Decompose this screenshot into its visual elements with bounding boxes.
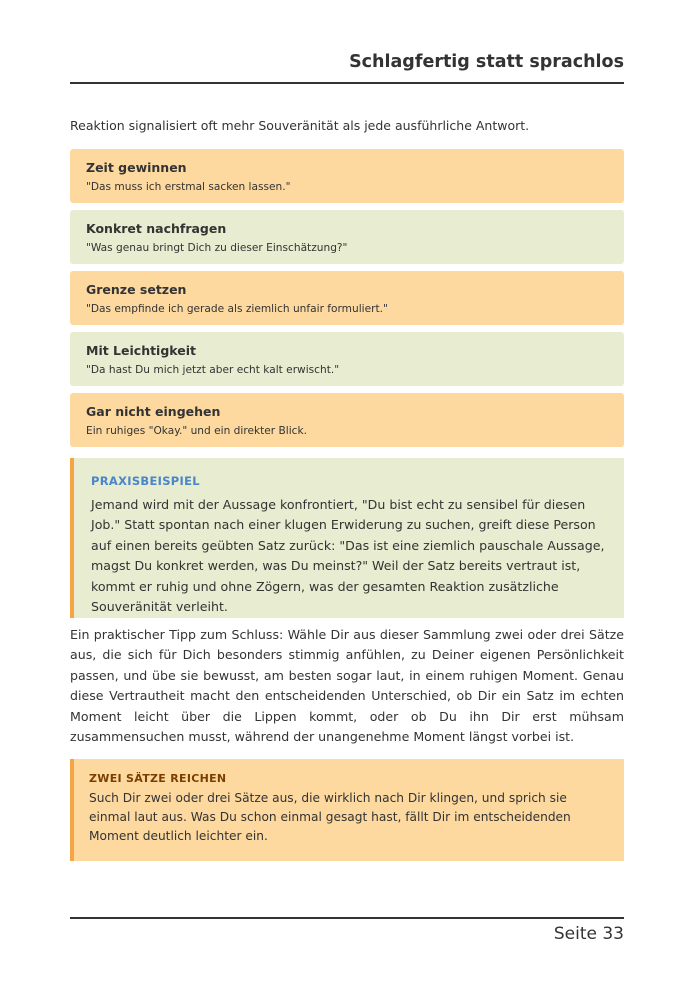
phrase-card — [70, 393, 624, 447]
phrase-card — [70, 332, 624, 386]
praxis-example-text: Jemand wird mit der Aussage konfrontiert, "Du bist echt zu sensibel für diesen Job." Statt spontan nach einer klugen Erwiderung zu suchen, greift diese Person auf einen bereits geübten Satz zurück: "Das ist eine ziemlich pauschale Aussage, magst Du konkret werden, was Du meinst?" Weil der Satz bereits vertraut ist, kommt er ruhig und ohne Zögern, was der gesamten Reaktion zusätzliche Souveränität verleiht. — [91, 497, 605, 615]
phrase-card-title: Mit Leichtigkeit — [86, 343, 197, 358]
praxis-example-label: PRAXISBEISPIEL — [91, 474, 200, 488]
praxis-example-box — [70, 458, 624, 618]
tip-box — [70, 759, 624, 861]
header-rule — [70, 82, 624, 84]
phrase-card-title: Zeit gewinnen — [86, 160, 187, 175]
tip-label: ZWEI SÄTZE REICHEN — [89, 772, 227, 785]
footer-rule — [70, 917, 624, 919]
phrase-card-quote: "Das muss ich erstmal sacken lassen." — [86, 181, 291, 193]
phrase-card-quote: "Da hast Du mich jetzt aber echt kalt erwischt." — [86, 364, 340, 376]
phrase-card-quote: "Was genau bringt Dich zu dieser Einschätzung?" — [86, 242, 348, 254]
intro-text: Reaktion signalisiert oft mehr Souveränität als jede ausführliche Antwort. — [70, 118, 530, 133]
phrase-card-quote: "Das empfinde ich gerade als ziemlich unfair formuliert." — [86, 303, 388, 315]
phrase-card — [70, 210, 624, 264]
tip-text: Such Dir zwei oder drei Sätze aus, die wirklich nach Dir klingen, und sprich sie einmal laut aus. Was Du schon einmal gesagt hast, fällt Dir im entscheidenden Moment deutlich leichter ein. — [89, 791, 571, 843]
phrase-card-title: Grenze setzen — [86, 282, 187, 297]
phrase-card-title: Konkret nachfragen — [86, 221, 227, 236]
phrase-card-title: Gar nicht eingehen — [86, 404, 221, 419]
page-number: Seite 33 — [553, 924, 624, 944]
phrase-card-quote: Ein ruhiges "Okay." und ein direkter Blick. — [86, 425, 307, 437]
body-paragraph: Ein praktischer Tipp zum Schluss: Wähle Dir aus dieser Sammlung zwei oder drei Sätze aus, die sich für Dich besonders stimmig anfühlen, zu Deiner eigenen Persönlichkeit passen, und übe sie bewusst, am besten sogar laut, in einem ruhigen Moment. Genau diese Vertrautheit macht den entscheidenden Unterschied, ob Dir ein Satz im echten Moment leicht über die Lippen kommt, oder ob Du ihn Dir erst mühsam zusammensuchen musst, während der unangenehme Moment längst vorbei ist. — [70, 627, 624, 745]
phrase-card — [70, 271, 624, 325]
phrase-card-list — [70, 149, 624, 454]
phrase-card — [70, 149, 624, 203]
page-header-title: Schlagfertig statt sprachlos — [349, 52, 624, 72]
